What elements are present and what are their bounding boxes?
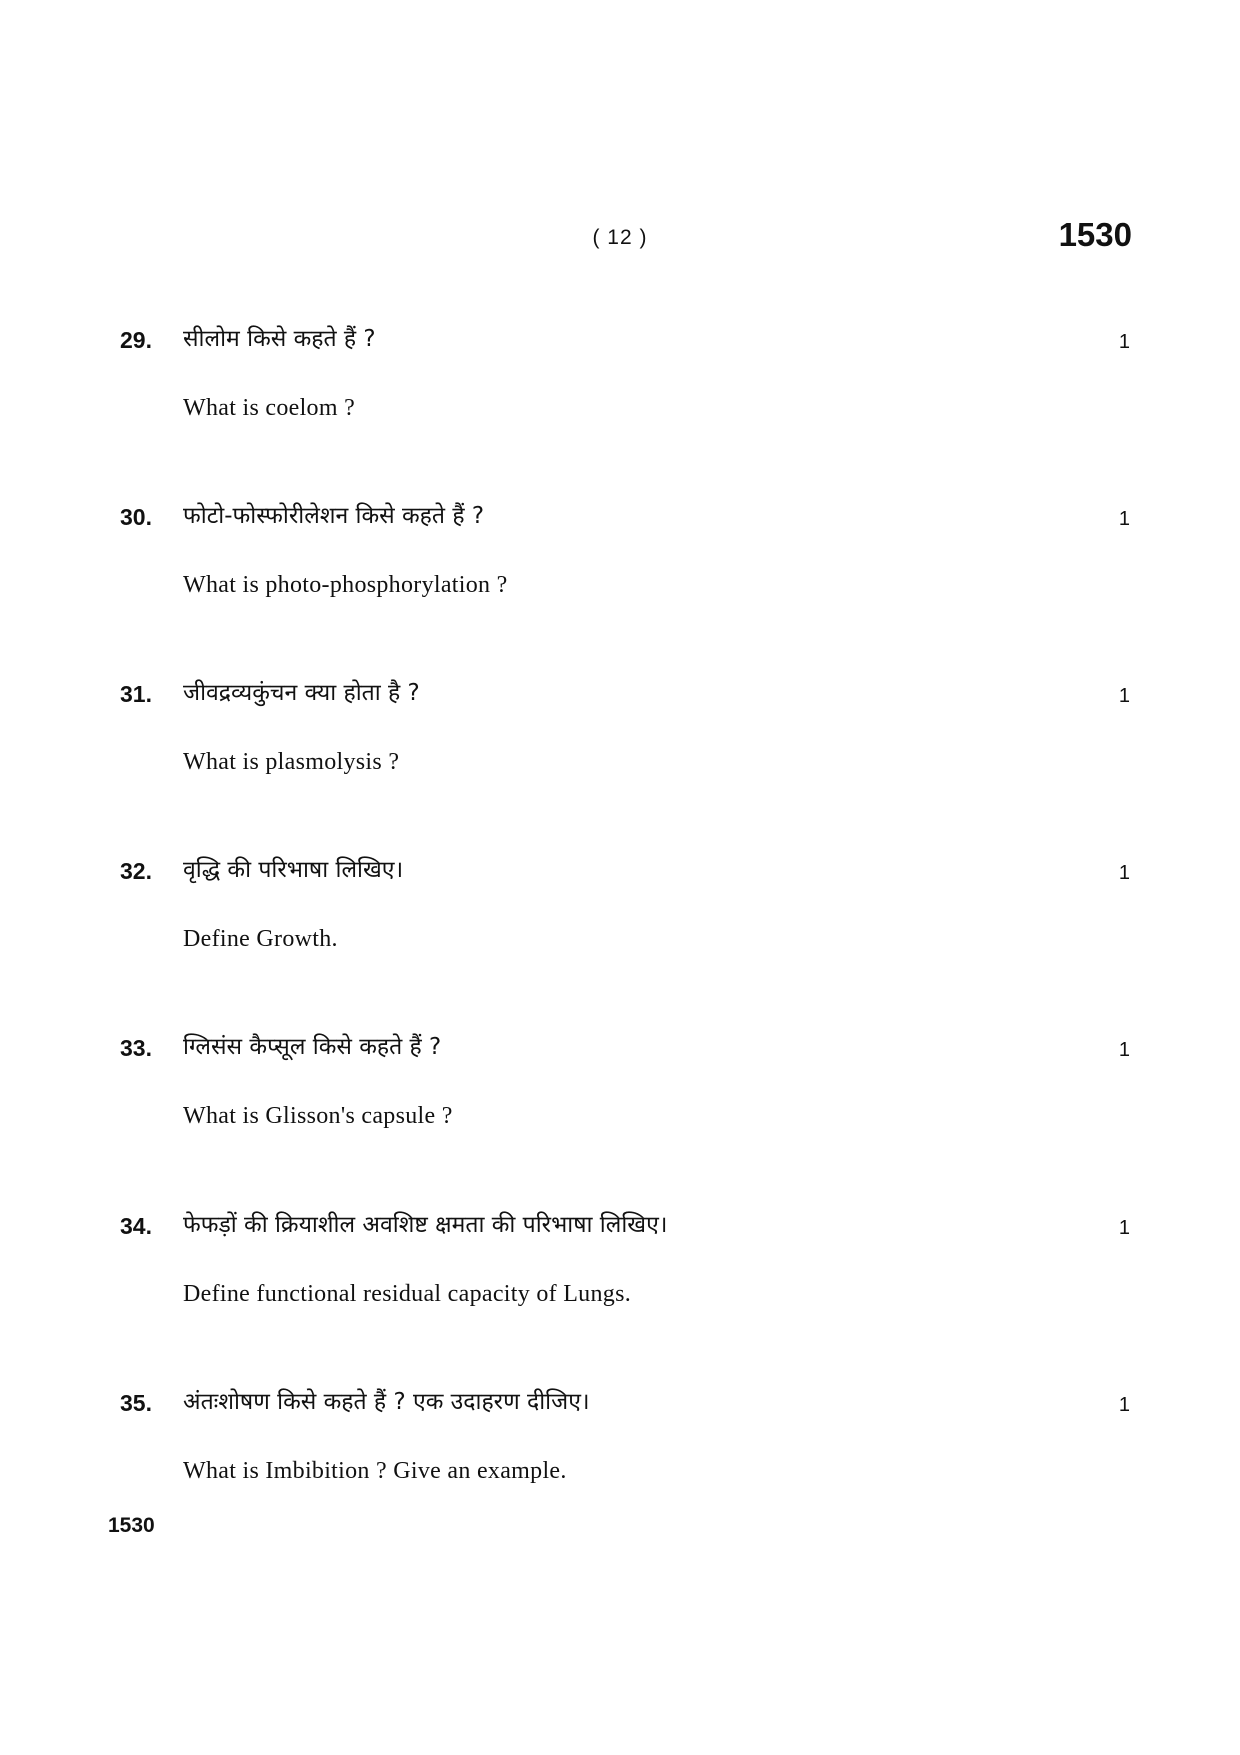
question-marks: 1 bbox=[1118, 331, 1130, 353]
question-number: 31. bbox=[120, 681, 152, 707]
question-30 bbox=[0, 502, 1240, 612]
question-number: 33. bbox=[120, 1035, 152, 1061]
question-31 bbox=[0, 679, 1240, 789]
question-text-hindi: जीवद्रव्यकुंचन क्या होता है ? bbox=[183, 680, 420, 706]
question-text-english: What is plasmolysis ? bbox=[183, 749, 400, 775]
question-text-english: Define functional residual capacity of Lungs. bbox=[183, 1281, 632, 1307]
question-text-english: What is coelom ? bbox=[183, 395, 356, 421]
question-text-hindi: सीलोम किसे कहते हैं ? bbox=[183, 326, 376, 352]
question-text-english: What is Imbibition ? Give an example. bbox=[183, 1458, 567, 1484]
question-number: 35. bbox=[120, 1390, 152, 1416]
question-marks: 1 bbox=[1118, 1217, 1130, 1239]
question-text-hindi: ग्लिसंस कैप्सूल किसे कहते हैं ? bbox=[183, 1034, 442, 1060]
question-number: 30. bbox=[120, 504, 152, 530]
question-text-english: Define Growth. bbox=[183, 926, 338, 952]
question-35 bbox=[0, 1388, 1240, 1498]
question-32 bbox=[0, 856, 1240, 966]
question-text-hindi: वृद्धि की परिभाषा लिखिए। bbox=[183, 857, 404, 883]
question-marks: 1 bbox=[1118, 685, 1130, 707]
question-text-english: What is photo-phosphorylation ? bbox=[183, 572, 508, 598]
question-number: 29. bbox=[120, 327, 152, 353]
question-33 bbox=[0, 1033, 1240, 1143]
question-34 bbox=[0, 1211, 1240, 1321]
page-number: ( 12 ) bbox=[592, 226, 648, 249]
question-text-english: What is Glisson's capsule ? bbox=[183, 1103, 453, 1129]
question-text-hindi: अंतःशोषण किसे कहते हैं ? एक उदाहरण दीजिए। bbox=[183, 1389, 590, 1415]
question-text-hindi: फोटो-फोस्फोरीलेशन किसे कहते हैं ? bbox=[183, 503, 485, 529]
question-marks: 1 bbox=[1118, 1394, 1130, 1416]
question-marks: 1 bbox=[1118, 862, 1130, 884]
paper-code-header: 1530 bbox=[1058, 216, 1132, 253]
question-marks: 1 bbox=[1118, 508, 1130, 530]
question-marks: 1 bbox=[1118, 1039, 1130, 1061]
question-29 bbox=[0, 325, 1240, 435]
paper-code-footer: 1530 bbox=[108, 1514, 155, 1537]
question-number: 32. bbox=[120, 858, 152, 884]
question-text-hindi: फेफड़ों की क्रियाशील अवशिष्ट क्षमता की परिभाषा लिखिए। bbox=[183, 1212, 668, 1238]
question-number: 34. bbox=[120, 1213, 152, 1239]
